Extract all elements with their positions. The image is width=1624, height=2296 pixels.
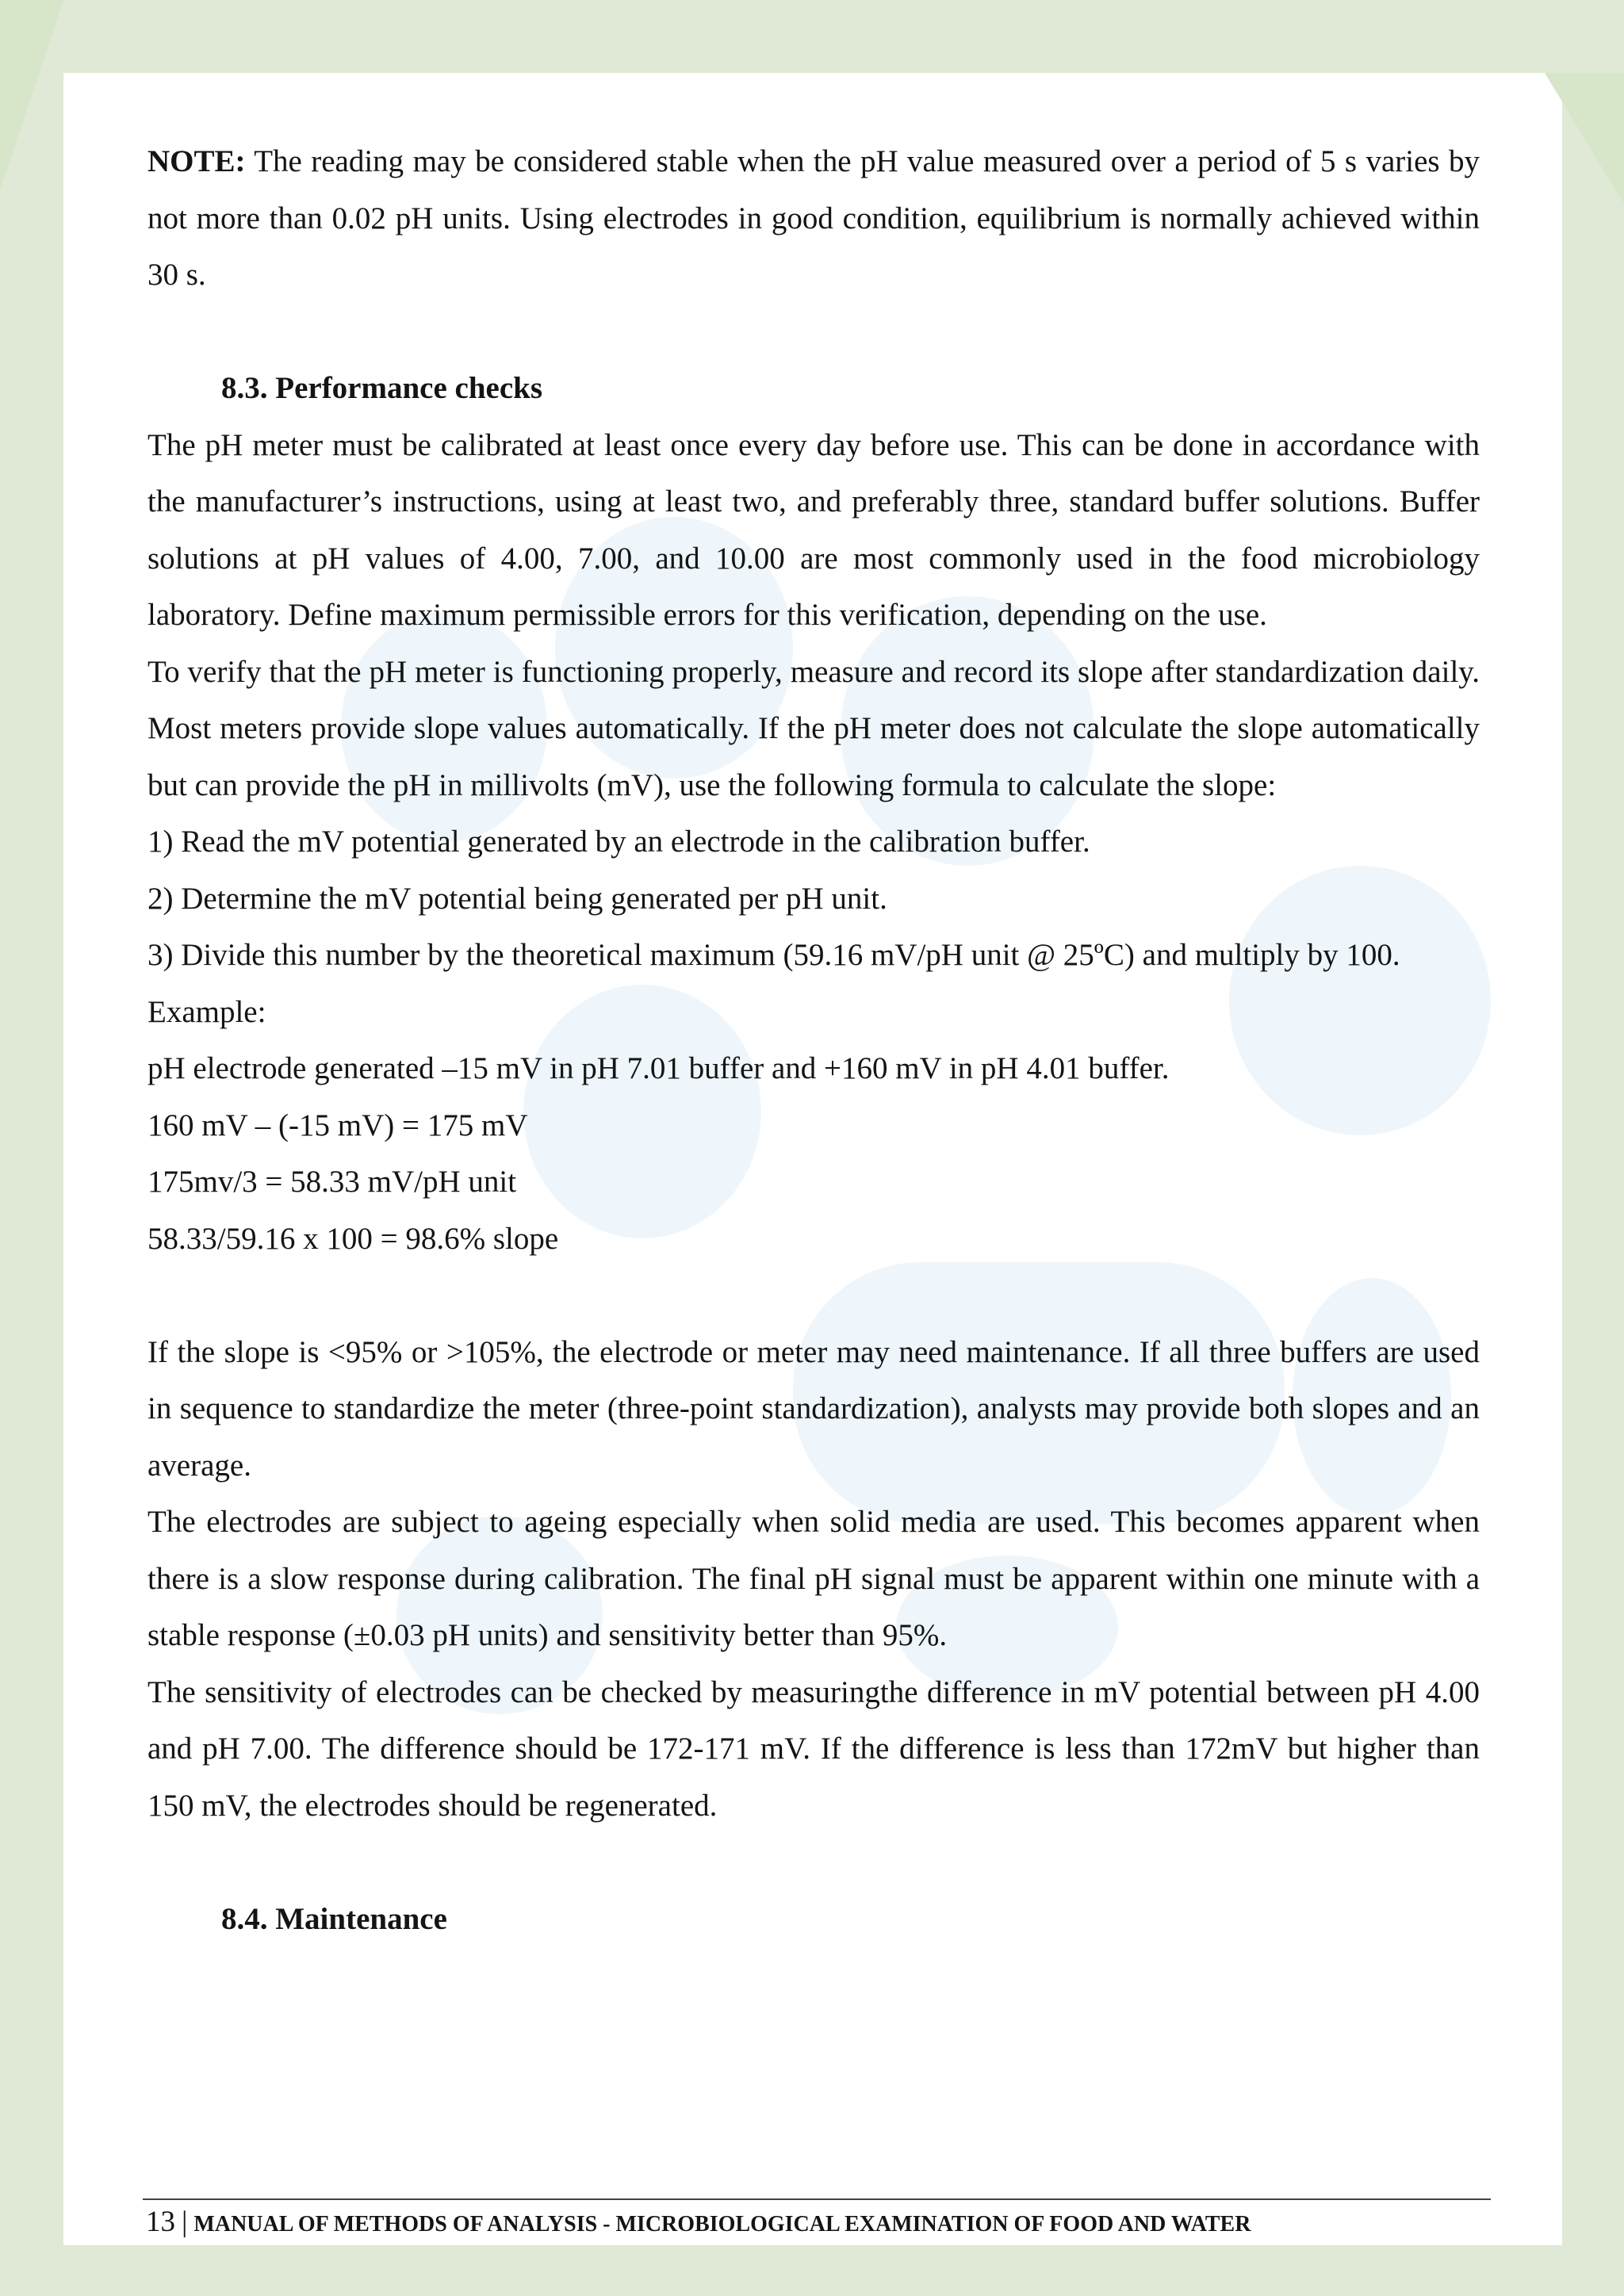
frame-bottom-band: [0, 2248, 1624, 2296]
electrode-ageing-paragraph: The electrodes are subject to ageing especially when solid media are used. This becomes apparent when there is a slow response during calibration. The final pH signal must be apparent within one minute with a stable response (±0.03 pH units) and sensitivity better than 95%.: [147, 1505, 1480, 1652]
step-item: 2) Determine the mV potential being generated per pH unit.: [147, 881, 887, 916]
footer-separator: |: [182, 2206, 188, 2238]
note-text: The reading may be considered stable when the pH value measured over a period of 5 s varies by not more than 0.02 pH units. Using electrodes in good condition, equilibrium is normally achieved within 30 s.: [147, 144, 1480, 292]
step-item: 3) Divide this number by the theoretical maximum (59.16 mV/pH unit @ 25ºC) and multiply by 100.: [147, 938, 1400, 972]
calibration-paragraph: The pH meter must be calibrated at least once every day before use. This can be done in accordance with the manufacturer’s instructions, using at least two, and preferably three, standard buffer solutions. Buffer solutions at pH values of 4.00, 7.00, and 10.00 are most commonly used in the food microbiology laboratory. Define maximum permissible errors for this verification, depending on the use.: [147, 427, 1480, 632]
frame-corner-right: [1545, 73, 1624, 204]
section-heading-8-3: 8.3. Performance checks: [221, 371, 543, 405]
example-label: Example:: [147, 994, 266, 1029]
step-item: 1) Read the mV potential generated by an electrode in the calibration buffer.: [147, 825, 1090, 859]
note-label: NOTE:: [147, 144, 246, 178]
page-footer: [143, 2198, 1491, 2239]
frame-corner-left: [0, 0, 63, 190]
spacer: [147, 1834, 1480, 1891]
spacer: [147, 304, 1480, 361]
document-body: [147, 133, 1480, 1947]
slope-range-paragraph: If the slope is <95% or >105%, the electrode or meter may need maintenance. If all three buffers are used in sequence to standardize the meter (three-point standardization), analysts may provide both slopes and an average.: [147, 1334, 1480, 1483]
note-paragraph: [147, 133, 1480, 304]
section-heading-8-4: 8.4. Maintenance: [221, 1901, 447, 1936]
example-line: 160 mV – (-15 mV) = 175 mV: [147, 1108, 528, 1142]
footer-title: MANUAL OF METHODS OF ANALYSIS - MICROBIOLOGICAL EXAMINATION OF FOOD AND WATER: [193, 2212, 1251, 2237]
example-line: 58.33/59.16 x 100 = 98.6% slope: [147, 1221, 559, 1256]
example-line: 175mv/3 = 58.33 mV/pH unit: [147, 1165, 517, 1199]
slope-paragraph: To verify that the pH meter is functioning properly, measure and record its slope after standardization daily. Most meters provide slope values automatically. If the pH meter does not calculate the slope automatically but can provide the pH in millivolts (mV), use the following formula to calculate the slope:: [147, 654, 1480, 802]
page-number: 13: [146, 2206, 175, 2238]
electrode-sensitivity-paragraph: The sensitivity of electrodes can be checked by measuringthe difference in mV potential between pH 4.00 and pH 7.00. The difference should be 172-171 mV. If the difference is less than 172mV but higher than 150 mV, the electrodes should be regenerated.: [147, 1674, 1480, 1823]
spacer: [147, 1267, 1480, 1324]
example-line: pH electrode generated –15 mV in pH 7.01 buffer and +160 mV in pH 4.01 buffer.: [147, 1051, 1170, 1085]
